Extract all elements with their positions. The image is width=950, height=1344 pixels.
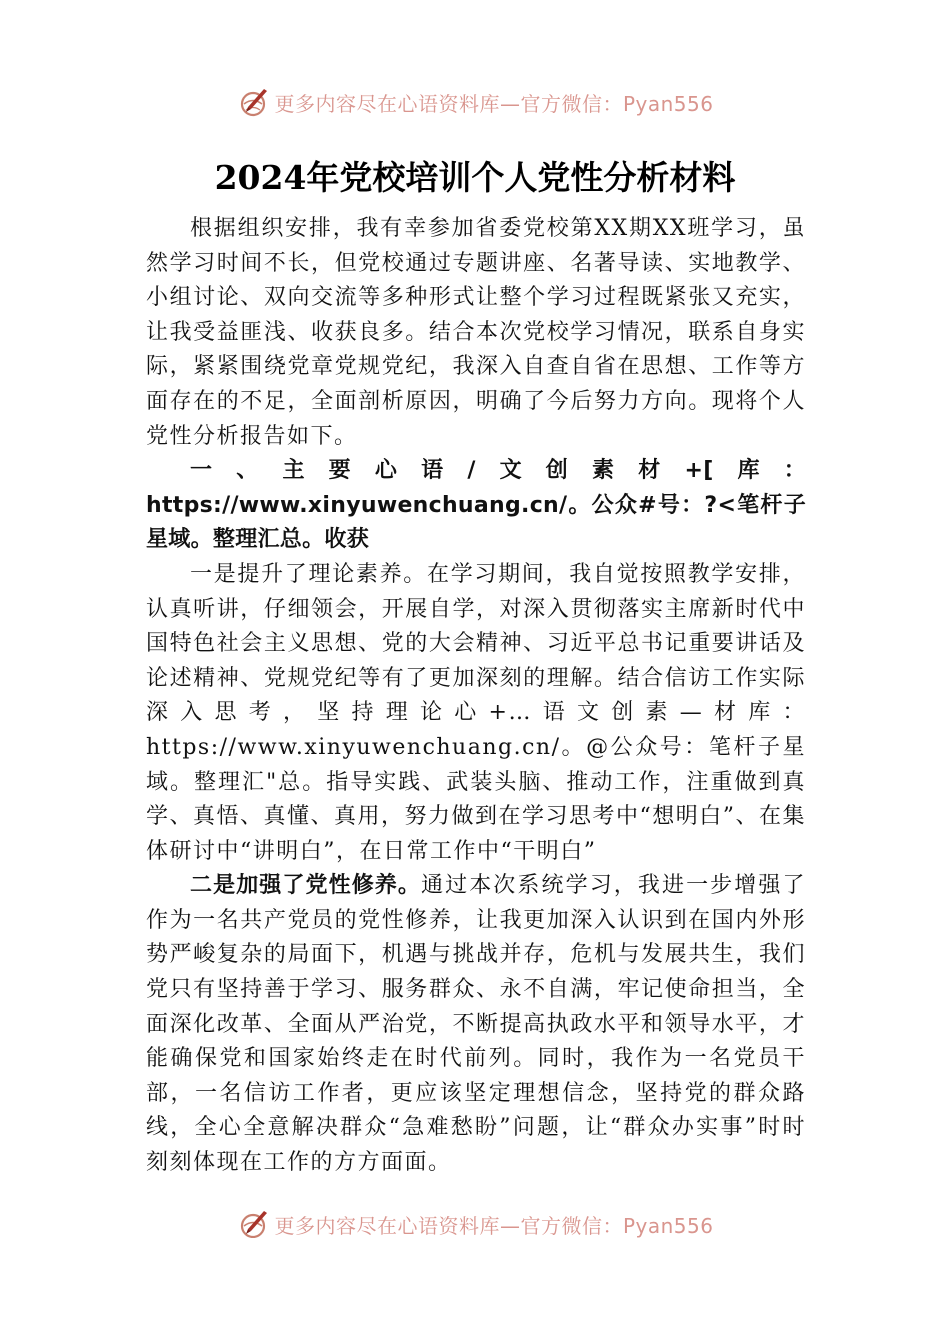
watermark-text: 更多内容尽在心语资料库—官方微信：Pyan556	[274, 91, 714, 116]
watermark-text: 更多内容尽在心语资料库—官方微信：Pyan556	[274, 1213, 714, 1238]
intro-paragraph: 根据组织安排，我有幸参加省委党校第XX期XX班学习，虽然学习时间不长，但党校通过专题讲座、名著导读、实地教学、小组讨论、双向交流等多种形式让整个学习过程既紧张又充实，让我受益匪浅、收获良多。结合本次党校学习情况，联系自身实际，紧紧围绕党章党规党纪，我深入自查自省在思想、工作等方面存在的不足，全面剖析原因，明确了今后努力方向。现将个人党性分析报告如下。	[146, 216, 806, 449]
point-one-paragraph: 一是提升了理论素养。在学习期间，我自觉按照教学安排，认真听讲，仔细领会，开展自学，对深入贯彻落实主席新时代中国特色社会主义思想、党的大会精神、习近平总书记重要讲话及论述精神、党规党纪等有了更加深刻的理解。结合信访工作实际深入思考，坚持理论心+…语文创素—材库：https://www.xinyuwenchuang.cn/。@公众号：笔杆子星域。整理汇"总。指导实践、武装头脑、推动工作，注重做到真学、真悟、真懂、真用，努力做到在学习思考中“想明白”、在集体研讨中“讲明白”，在日常工作中“干明白”	[146, 561, 806, 864]
point-two-paragraph	[146, 869, 806, 1180]
watermark-banner-bottom	[0, 1204, 950, 1238]
point-two-lead: 二是加强了党性修养。	[190, 873, 421, 899]
document-title: 2024年党校培训个人党性分析材料	[214, 158, 736, 197]
document-body	[146, 212, 806, 1181]
watermark-banner-top	[0, 82, 950, 122]
point-two-body: 通过本次系统学习，我进一步增强了作为一名共产党员的党性修养，让我更加深入认识到在国内外形势严峻复杂的局面下，机遇与挑战并存，危机与发展共生，我们党只有坚持善于学习、服务群众、永不自满，牢记使命担当，全面深化改革、全面从严治党，不断提高执政水平和领导水平，才能确保党和国家始终走在时代前列。同时，我作为一名党员干部，一名信访工作者，更应该坚定理想信念，坚持党的群众路线，全心全意解决群众“急难愁盼”问题，让“群众办实事”时时刻刻体现在工作的方方面面。	[146, 873, 806, 1176]
pen-on-globe-logo-icon	[236, 1207, 270, 1238]
section-heading-one: 一、主要心语/文创素材+[库：https://www.xinyuwenchuang.cn/。公众#号：?<笔杆子星域。整理汇总。收获	[146, 458, 806, 553]
pen-on-globe-logo-icon	[236, 85, 270, 119]
